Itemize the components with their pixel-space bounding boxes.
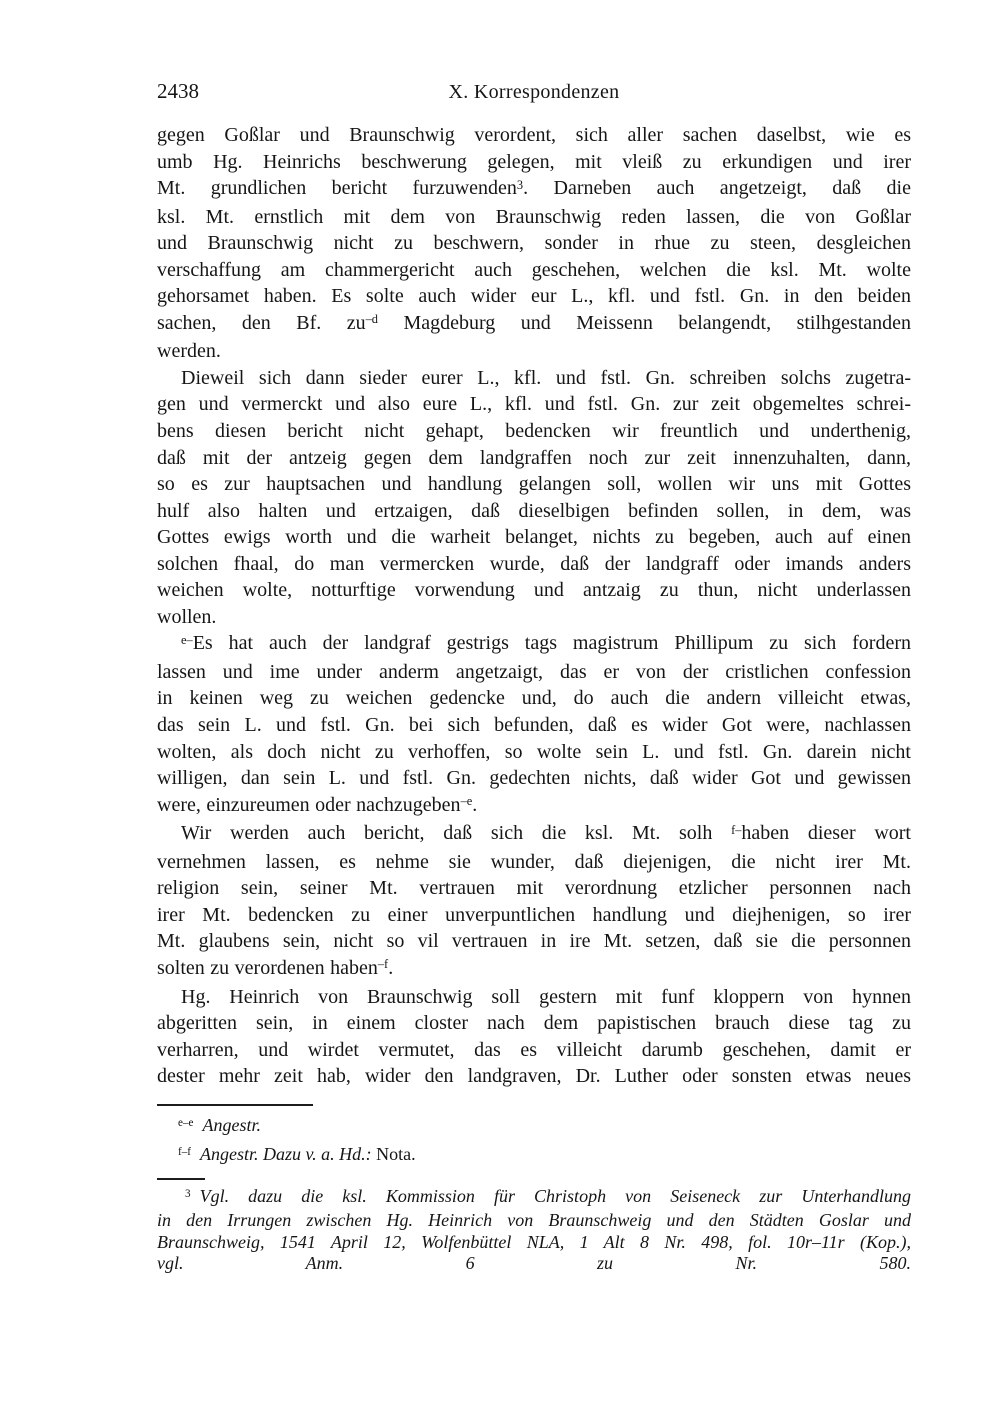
text-line [157,310,911,339]
text-line [157,1037,911,1064]
text-line [157,445,911,472]
text-segment: sachen, den Bf. zu [157,311,366,334]
body-paragraph [157,984,911,1090]
text-line [157,1210,911,1232]
text-segment: umb Hg. Heinrichs beschwerung gelegen, mit vleiß zu erkundigen und irer [157,150,911,173]
text-segment: Braunschweig, 1541 April 12, Wolfenbüttel NLA, 1 Alt 8 Nr. 498, fol. 10r–11r (Kop.), [157,1231,911,1252]
text-line [157,792,911,821]
apparatus-section [157,1104,911,1170]
text-column [157,80,911,1275]
text-line [157,765,911,792]
apparatus-note [157,1141,911,1170]
text-segment: wolten, als doch nicht zu verhoffen, so wolte sein L. und fstl. Gn. darein nicht [157,740,911,763]
body-text [157,122,911,1090]
text-segment: . Darneben auch angetzeigt, daß die [523,177,911,200]
text-segment: weichen wolte, notturftige vorwendung und antzaig zu thun, nicht underlassen [157,579,911,602]
note-marker: f–f [178,1145,192,1158]
text-line [157,524,911,551]
text-segment: Hg. Heinrich von Braunschwig soll gestern mit funf kloppern von hynnen [181,985,911,1008]
text-segment: werden. [157,340,221,363]
text-segment: Nota. [371,1143,416,1164]
text-segment: Vgl. dazu die ksl. Kommission für Christoph von Seiseneck zur Unterhandlung [199,1185,911,1206]
text-line [157,391,911,418]
text-segment: Angestr. Dazu v. a. Hd.: [200,1143,372,1164]
text-segment: das sein L. und fstl. Gn. bei sich befunden, daß es wider Got were, nachlassen [157,714,911,737]
note-marker: 3 [516,177,524,192]
text-line [157,955,911,984]
note-marker: –e [460,794,473,809]
text-line [157,418,911,445]
note-marker: –f [377,957,389,972]
text-line [157,1186,911,1211]
text-segment: vernehmen lassen, es nehme sie wunder, daß diejenigen, die nicht irer Mt. [157,850,911,873]
text-segment: Mt. grundlichen bericht furzuwenden [157,177,517,200]
text-segment: hulf also halten und ertzaigen, daß dieselbigen befinden sollen, in dem, was [157,499,911,522]
text-segment: in den Irrungen zwischen Hg. Heinrich von Braunschweig und den Städten Goslar und [157,1210,911,1231]
text-line [157,928,911,955]
text-line [157,875,911,902]
text-segment: religion sein, seiner Mt. vertrauen mit verordnung etzlicher personnen nach [157,877,911,900]
running-title: X. Korrespondenzen [448,81,620,103]
text-line [157,984,911,1011]
text-line [157,471,911,498]
text-segment: Dieweil sich dann sieder eurer L., kfl. und fstl. Gn. schreiben solchs zugetra- [181,366,911,389]
text-segment: gegen Goßlar und Braunschwig verordent, sich aller sachen daselbst, wie es [157,124,911,146]
text-line [157,1141,911,1170]
text-line [157,149,911,176]
note-marker: e–e [178,1116,194,1129]
text-line [157,630,911,659]
body-paragraph [157,820,911,983]
text-line [157,1010,911,1037]
apparatus-note [157,1112,911,1141]
text-segment: verharren, und wirdet vermutet, das es villeicht darumb geschehen, damit er [157,1038,911,1061]
text-line [157,739,911,766]
text-segment: . [388,956,394,979]
text-segment: und Braunschwig nicht zu beschwern, sonder in rhue zu steen, desgleichen [157,232,911,255]
text-segment: irer Mt. bedencken zu einer unverpuntlichen handlung und diejhenigen, so irer [157,903,911,926]
footnote [157,1186,911,1275]
text-segment: bens diesen bericht nicht gehapt, bedencken wir freuntlich und underthenig, [157,420,911,443]
text-segment: dester mehr zeit hab, wider den landgraven, Dr. Luther oder sonsten etwas neues [157,1065,911,1088]
text-line [157,230,911,257]
page-number: 2438 [157,79,199,103]
text-segment: abgeritten sein, in einem closter nach dem papistischen brauch diese tag zu [157,1012,911,1035]
body-paragraph [157,365,911,630]
text-segment: vgl. Anm. 6 zu Nr. 580. [157,1253,911,1274]
running-header [157,80,911,122]
text-line [157,659,911,686]
text-line [157,257,911,284]
text-segment: willigen, dan sein L. und fstl. Gn. gedechten nichts, daß wider Got und gewissen [157,767,911,790]
text-segment: gen und vermerckt und also eure L., kfl. und fstl. Gn. zur zeit obgemeltes schrei- [157,393,911,416]
text-segment: daß mit der antzeig gegen dem landgraffen noch zur zeit innenzuhalten, dann, [157,446,911,469]
text-line [157,1112,911,1141]
note-marker: 3 [185,1187,191,1200]
text-line [157,712,911,739]
body-paragraph [157,630,911,820]
text-segment: Wir werden auch bericht, daß sich die ksl. Mt. solh [181,822,732,845]
text-segment: verschaffung am chammergericht auch geschehen, welchen die ksl. Mt. wolte [157,258,911,281]
text-line [157,204,911,231]
text-line [157,685,911,712]
footnote-notes [157,1186,911,1275]
text-line [157,338,911,365]
note-marker: f– [731,822,742,837]
text-segment: . [472,793,478,816]
text-line [157,604,911,631]
text-segment: haben dieser wort [741,822,911,845]
text-segment: in keinen weg zu weichen gedencke und, do auch die andern villeicht etwas, [157,687,911,710]
text-segment: solten zu verordenen haben [157,956,378,979]
text-line [157,365,911,392]
text-segment: lassen und ime under anderm angetzaigt, das er von der cristlichen confession [157,660,911,683]
note-marker: –d [365,312,378,327]
text-segment: so es zur hauptsachen und handlung gelangen soll, wollen wir uns mit Gottes [157,473,911,496]
text-line [157,577,911,604]
text-segment: wollen. [157,605,217,628]
text-line [157,820,911,849]
text-segment: solchen fhaal, do man vermercken wurde, daß der landgraff oder imands anders [157,552,911,575]
note-marker: e– [181,632,193,647]
text-segment: gehorsamet haben. Es solte auch wider eur L., kfl. und fstl. Gn. in den beiden [157,285,911,308]
text-line [157,283,911,310]
text-segment: were, einzureumen oder nachzugeben [157,793,461,816]
text-segment: Mt. glaubens sein, nicht so vil vertrauen in ire Mt. setzen, daß sie die personnen [157,930,911,953]
text-line [157,849,911,876]
text-line [157,122,911,149]
text-line [157,1232,911,1254]
apparatus-rule [157,1104,313,1106]
text-segment: Gottes ewigs worth und die warheit belanget, nichts zu begeben, auch auf einen [157,526,911,549]
text-line [157,1063,911,1090]
footnote-rule [157,1178,205,1180]
apparatus-notes [157,1112,911,1170]
text-segment: Angestr. [202,1114,261,1135]
text-segment: Magdeburg und Meissenn belangendt, stilhgestanden [377,311,912,334]
text-line [157,551,911,578]
text-line [157,1253,911,1275]
text-line [157,902,911,929]
body-paragraph [157,122,911,365]
text-line [157,175,911,204]
text-line [157,498,911,525]
text-segment: Es hat auch der landgraf gestrigs tags magistrum Phillipum zu sich fordern [192,632,911,655]
footnote-section [157,1178,911,1275]
text-segment: ksl. Mt. ernstlich mit dem von Braunschwig reden lassen, die von Goßlar [157,205,911,228]
